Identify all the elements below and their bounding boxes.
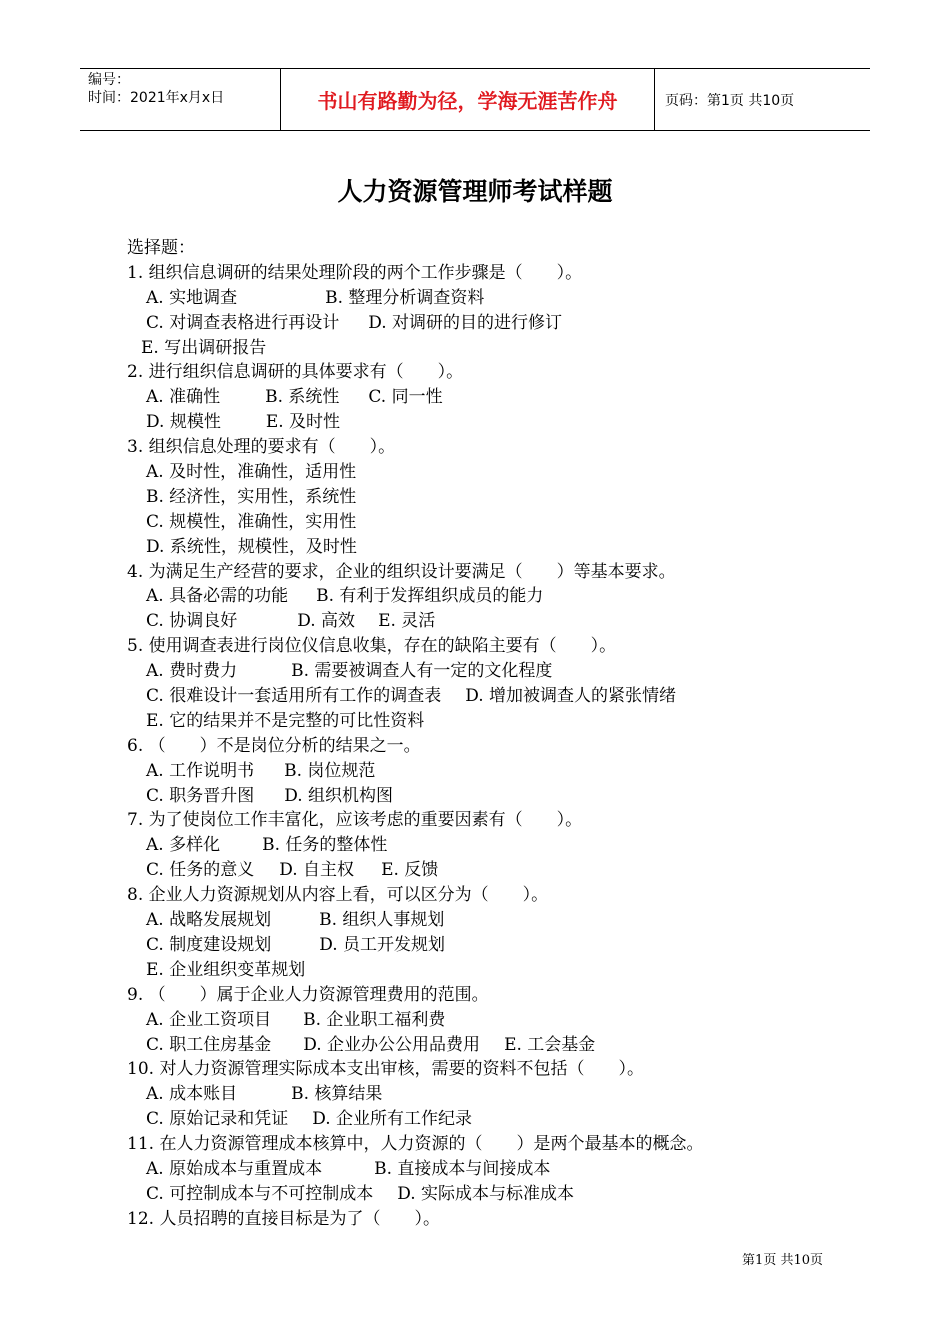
- option: C. 同一性: [368, 387, 443, 408]
- option: C. 可控制成本与不可控制成本: [146, 1183, 374, 1204]
- document-header: [80, 68, 870, 131]
- time-label: 时间：2021年x月x日: [88, 90, 225, 106]
- option: A. 战略发展规划: [146, 910, 272, 931]
- option: E. 灵活: [378, 611, 436, 632]
- option: D. 实际成本与标准成本: [397, 1183, 575, 1204]
- option: B. 整理分析调查资料: [325, 287, 485, 308]
- option: A. 费时费力: [146, 661, 238, 682]
- option: C. 规模性，准确性，实用性: [146, 511, 357, 532]
- question-stem: 2. 进行组织信息调研的具体要求有（ ）。: [127, 362, 464, 383]
- option: D. 高效: [297, 611, 356, 632]
- option: E. 及时性: [265, 412, 341, 433]
- option-line: [127, 385, 847, 410]
- header-page-label: 页码：第1页 共10页: [665, 92, 795, 109]
- option: A. 实地调查: [146, 287, 238, 308]
- question-stem: 6. （ ）不是岗位分析的结果之一。: [127, 735, 421, 756]
- option: B. 组织人事规划: [319, 910, 445, 931]
- option-line: [127, 784, 847, 809]
- option-line: [127, 1008, 847, 1033]
- section-label: 选择题：: [127, 238, 195, 258]
- option-line: [127, 958, 847, 983]
- option: A. 及时性，准确性，适用性: [146, 462, 357, 483]
- option: B. 企业职工福利费: [303, 1009, 446, 1030]
- option: D. 系统性，规模性，及时性: [146, 536, 357, 557]
- option-line: [127, 609, 847, 634]
- option: C. 协调良好: [146, 611, 238, 632]
- option: D. 企业办公公用品费用: [303, 1034, 481, 1055]
- option-line: [127, 684, 847, 709]
- question-stem: 1. 组织信息调研的结果处理阶段的两个工作步骤是（ ）。: [127, 262, 583, 283]
- option-line: [127, 1082, 847, 1107]
- option: C. 原始记录和凭证: [146, 1109, 289, 1130]
- option: B. 有利于发挥组织成员的能力: [316, 586, 544, 607]
- option: A. 工作说明书: [146, 760, 255, 781]
- option-line: [127, 1182, 847, 1207]
- question-stem: 7. 为了使岗位工作丰富化，应该考虑的重要因素有（ ）。: [127, 810, 583, 831]
- option: A. 原始成本与重置成本: [146, 1158, 323, 1179]
- option-line: [127, 659, 847, 684]
- option-line: [127, 709, 847, 734]
- question-stem: 8. 企业人力资源规划从内容上看，可以区分为（ ）。: [127, 885, 549, 906]
- option-line: [127, 1033, 847, 1058]
- option: E. 反馈: [381, 860, 439, 881]
- option: D. 组织机构图: [284, 785, 394, 806]
- option-line: [127, 535, 847, 560]
- option: B. 系统性: [265, 387, 340, 408]
- option-line: [127, 485, 847, 510]
- option-line: [127, 833, 847, 858]
- option: B. 直接成本与间接成本: [374, 1158, 551, 1179]
- option: A. 准确性: [146, 387, 221, 408]
- option-line: [127, 858, 847, 883]
- option-line: [127, 759, 847, 784]
- question-stem: 3. 组织信息处理的要求有（ ）。: [127, 437, 396, 458]
- question-stem: 5. 使用调查表进行岗位仪信息收集，存在的缺陷主要有（ ）。: [127, 636, 617, 657]
- option-line: [127, 336, 847, 361]
- option: E. 写出调研报告: [141, 337, 267, 358]
- option: E. 企业组织变革规划: [146, 959, 306, 980]
- option: D. 自主权: [279, 860, 355, 881]
- option: B. 经济性，实用性，系统性: [146, 486, 357, 507]
- option: E. 工会基金: [504, 1034, 596, 1055]
- question-stem: 11. 在人力资源管理成本核算中，人力资源的（ ）是两个最基本的概念。: [127, 1134, 704, 1155]
- option: A. 具备必需的功能: [146, 586, 289, 607]
- document-title: 人力资源管理师考试样题: [337, 177, 613, 206]
- option: E. 它的结果并不是完整的可比性资料: [146, 710, 425, 731]
- option-line: [127, 510, 847, 535]
- page-footer: 第1页 共10页: [742, 1253, 823, 1268]
- option-line: [127, 286, 847, 311]
- header-info-cell: [80, 69, 281, 130]
- question-stem: 12. 人员招聘的直接目标是为了（ ）。: [127, 1208, 440, 1229]
- option-line: [127, 584, 847, 609]
- option-line: [127, 1157, 847, 1182]
- option: C. 制度建设规划: [146, 934, 272, 955]
- option: D. 员工开发规划: [319, 934, 446, 955]
- option: B. 需要被调查人有一定的文化程度: [291, 661, 553, 682]
- question-stem: 10. 对人力资源管理实际成本支出审核，需要的资料不包括（ ）。: [127, 1059, 644, 1080]
- option: D. 规模性: [146, 412, 221, 433]
- option-line: [127, 1107, 847, 1132]
- option: B. 核算结果: [291, 1084, 383, 1105]
- option-line: [127, 410, 847, 435]
- option: C. 很难设计一套适用所有工作的调查表: [146, 686, 442, 707]
- option-line: [127, 311, 847, 336]
- option-line: [127, 933, 847, 958]
- option: C. 对调查表格进行再设计: [146, 312, 340, 333]
- option-line: [127, 460, 847, 485]
- question-list: [127, 236, 847, 1232]
- option: D. 对调研的目的进行修订: [368, 312, 563, 333]
- option: C. 任务的意义: [146, 860, 255, 881]
- option: C. 职工住房基金: [146, 1034, 272, 1055]
- number-label: 编号：: [88, 72, 130, 88]
- option: B. 岗位规范: [284, 760, 376, 781]
- header-motto: 书山有路勤为径，学海无涯苦作舟: [281, 69, 655, 130]
- option: D. 增加被调查人的紧张情绪: [465, 686, 677, 707]
- option: A. 多样化: [146, 835, 221, 856]
- question-stem: 9. （ ）属于企业人力资源管理费用的范围。: [127, 984, 489, 1005]
- option-line: [127, 908, 847, 933]
- option: A. 企业工资项目: [146, 1009, 272, 1030]
- option: D. 企业所有工作纪录: [312, 1109, 473, 1130]
- option: B. 任务的整体性: [262, 835, 388, 856]
- question-stem: 4. 为满足生产经营的要求，企业的组织设计要满足（ ）等基本要求。: [127, 561, 676, 582]
- option: A. 成本账目: [146, 1084, 238, 1105]
- option: C. 职务晋升图: [146, 785, 255, 806]
